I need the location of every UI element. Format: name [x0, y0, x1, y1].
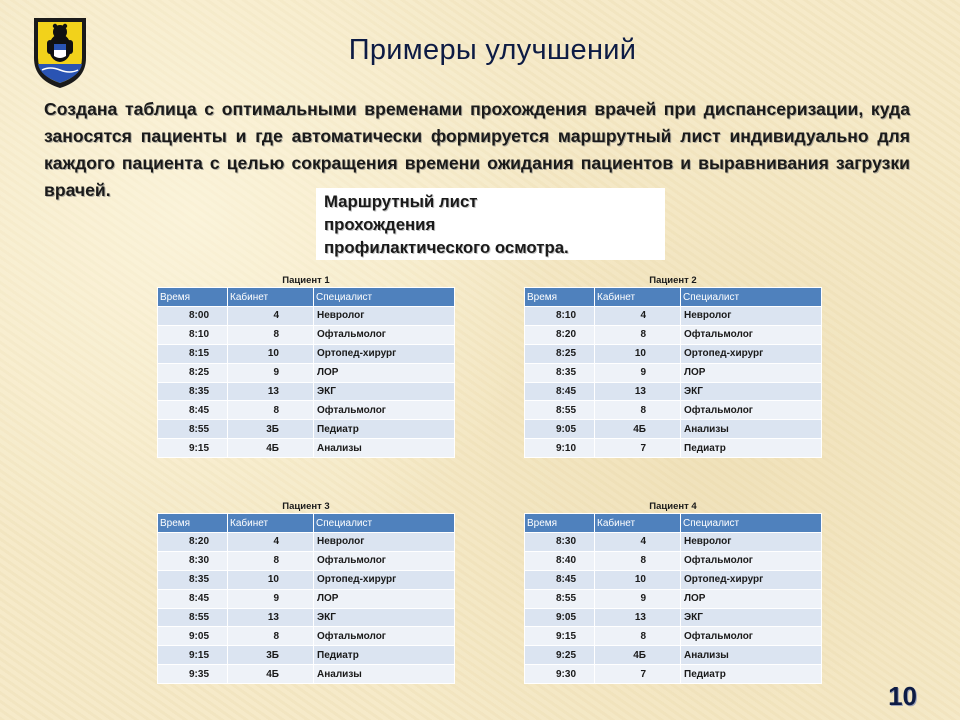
route-sheet-line: Маршрутный лист — [324, 192, 478, 211]
page-number: 10 — [888, 681, 917, 711]
table-row — [525, 551, 822, 570]
intro-paragraph: Создана таблица с оптимальными временами прохождения врачей при диспансеризации, куда заносятся пациенты и где автоматически формируется маршрутный лист индивидуально для каждого пациента с целью сокращения времени ожидания пациентов и выравнивания загрузки врачей. — [44, 99, 910, 200]
patient-table — [524, 274, 822, 458]
cell-time: 9:05 — [525, 608, 595, 627]
patient-table — [157, 500, 455, 684]
cell-cabinet: 4 — [228, 533, 314, 552]
table-row — [525, 608, 822, 627]
cell-specialist: ЛОР — [314, 589, 455, 608]
table-row — [158, 646, 455, 665]
cell-cabinet: 8 — [595, 401, 681, 420]
cell-time: 8:20 — [525, 325, 595, 344]
cell-time: 8:45 — [158, 401, 228, 420]
cell-time: 8:35 — [525, 363, 595, 382]
cell-time: 8:10 — [158, 325, 228, 344]
cell-specialist: Педиатр — [681, 439, 822, 458]
cell-time: 8:35 — [158, 382, 228, 401]
cell-cabinet: 10 — [228, 344, 314, 363]
cell-cabinet: 4Б — [228, 439, 314, 458]
table-row — [525, 589, 822, 608]
cell-cabinet: 10 — [595, 570, 681, 589]
cell-cabinet: 10 — [228, 570, 314, 589]
table-row — [158, 382, 455, 401]
cell-specialist: Офтальмолог — [681, 551, 822, 570]
table-row — [158, 325, 455, 344]
table-row — [158, 627, 455, 646]
table-row — [158, 665, 455, 684]
table-header-row — [158, 288, 455, 307]
cell-specialist: Педиатр — [314, 646, 455, 665]
cell-specialist: Анализы — [314, 439, 455, 458]
cell-specialist: Офтальмолог — [314, 325, 455, 344]
cell-cabinet: 9 — [228, 363, 314, 382]
cell-specialist: Невролог — [314, 307, 455, 326]
cell-specialist: Невролог — [681, 307, 822, 326]
table-row — [158, 420, 455, 439]
cell-time: 9:05 — [525, 420, 595, 439]
col-header-time: Время — [158, 514, 228, 533]
cell-cabinet: 4Б — [595, 420, 681, 439]
table-row — [525, 439, 822, 458]
cell-time: 8:00 — [158, 307, 228, 326]
col-header-cabinet: Кабинет — [595, 288, 681, 307]
col-header-specialist: Специалист — [681, 514, 822, 533]
col-header-time: Время — [158, 288, 228, 307]
table-row — [158, 551, 455, 570]
cell-specialist: Офтальмолог — [681, 325, 822, 344]
cell-time: 8:30 — [158, 551, 228, 570]
table-row — [525, 646, 822, 665]
cell-cabinet: 8 — [228, 627, 314, 646]
cell-time: 9:25 — [525, 646, 595, 665]
table-row — [525, 420, 822, 439]
col-header-cabinet: Кабинет — [228, 288, 314, 307]
cell-time: 8:35 — [158, 570, 228, 589]
table-row — [525, 533, 822, 552]
cell-specialist: Ортопед-хирург — [314, 344, 455, 363]
cell-cabinet: 8 — [228, 401, 314, 420]
cell-time: 8:55 — [158, 608, 228, 627]
cell-time: 8:55 — [525, 401, 595, 420]
cell-cabinet: 13 — [595, 382, 681, 401]
cell-time: 9:30 — [525, 665, 595, 684]
cell-time: 8:45 — [525, 382, 595, 401]
table-row — [525, 344, 822, 363]
col-header-time: Время — [525, 288, 595, 307]
cell-time: 8:55 — [525, 589, 595, 608]
cell-cabinet: 7 — [595, 439, 681, 458]
cell-cabinet: 7 — [595, 665, 681, 684]
cell-time: 8:25 — [158, 363, 228, 382]
cell-cabinet: 8 — [228, 325, 314, 344]
table-row — [525, 307, 822, 326]
cell-specialist: Ортопед-хирург — [314, 570, 455, 589]
table-row — [158, 401, 455, 420]
cell-time: 8:45 — [158, 589, 228, 608]
col-header-cabinet: Кабинет — [228, 514, 314, 533]
table-header-row — [158, 514, 455, 533]
cell-cabinet: 9 — [228, 589, 314, 608]
cell-specialist: Невролог — [314, 533, 455, 552]
table-row — [158, 533, 455, 552]
patient-table — [524, 500, 822, 684]
cell-cabinet: 10 — [595, 344, 681, 363]
cell-specialist: Офтальмолог — [314, 551, 455, 570]
cell-specialist: ЭКГ — [314, 608, 455, 627]
cell-time: 8:25 — [525, 344, 595, 363]
cell-time: 8:30 — [525, 533, 595, 552]
patient-title: Пациент 3 — [282, 501, 330, 512]
table-row — [525, 363, 822, 382]
table-row — [525, 570, 822, 589]
cell-time: 9:15 — [158, 439, 228, 458]
cell-specialist: Офтальмолог — [681, 401, 822, 420]
cell-cabinet: 4Б — [228, 665, 314, 684]
col-header-specialist: Специалист — [681, 288, 822, 307]
cell-specialist: ЛОР — [314, 363, 455, 382]
cell-cabinet: 9 — [595, 589, 681, 608]
route-sheet-line: профилактического осмотра. — [324, 238, 569, 257]
col-header-cabinet: Кабинет — [595, 514, 681, 533]
cell-time: 9:35 — [158, 665, 228, 684]
table-row — [158, 439, 455, 458]
cell-time: 8:40 — [525, 551, 595, 570]
cell-specialist: ЭКГ — [681, 382, 822, 401]
cell-cabinet: 8 — [595, 627, 681, 646]
cell-cabinet: 4 — [228, 307, 314, 326]
cell-time: 9:15 — [525, 627, 595, 646]
table-row — [158, 608, 455, 627]
cell-cabinet: 8 — [595, 325, 681, 344]
schedule-table — [524, 513, 822, 684]
cell-cabinet: 3Б — [228, 646, 314, 665]
table-row — [158, 307, 455, 326]
page-title: Примеры улучшений — [348, 34, 637, 66]
table-row — [525, 665, 822, 684]
cell-specialist: Невролог — [681, 533, 822, 552]
cell-specialist: ЭКГ — [681, 608, 822, 627]
table-row — [525, 401, 822, 420]
cell-specialist: Анализы — [681, 646, 822, 665]
cell-cabinet: 13 — [595, 608, 681, 627]
patient-title: Пациент 4 — [649, 501, 697, 512]
cell-cabinet: 13 — [228, 382, 314, 401]
cell-cabinet: 4Б — [595, 646, 681, 665]
col-header-specialist: Специалист — [314, 514, 455, 533]
cell-specialist: Педиатр — [681, 665, 822, 684]
cell-time: 9:15 — [158, 646, 228, 665]
cell-time: 8:55 — [158, 420, 228, 439]
cell-time: 9:10 — [525, 439, 595, 458]
cell-specialist: ЛОР — [681, 589, 822, 608]
schedule-table — [524, 287, 822, 458]
table-row — [158, 363, 455, 382]
route-sheet-label — [316, 188, 665, 260]
cell-cabinet: 4 — [595, 307, 681, 326]
cell-specialist: Ортопед-хирург — [681, 344, 822, 363]
table-row — [525, 627, 822, 646]
table-header-row — [525, 288, 822, 307]
table-header-row — [525, 514, 822, 533]
cell-time: 8:45 — [525, 570, 595, 589]
table-row — [158, 589, 455, 608]
table-row — [525, 382, 822, 401]
schedule-table — [157, 287, 455, 458]
cell-time: 8:15 — [158, 344, 228, 363]
cell-cabinet: 9 — [595, 363, 681, 382]
cell-specialist: Анализы — [314, 665, 455, 684]
cell-specialist: Офтальмолог — [681, 627, 822, 646]
patient-title: Пациент 1 — [282, 275, 330, 286]
cell-cabinet: 13 — [228, 608, 314, 627]
cell-specialist: ЛОР — [681, 363, 822, 382]
cell-specialist: Офтальмолог — [314, 401, 455, 420]
cell-cabinet: 8 — [595, 551, 681, 570]
cell-time: 8:20 — [158, 533, 228, 552]
table-row — [158, 570, 455, 589]
cell-cabinet: 8 — [228, 551, 314, 570]
col-header-specialist: Специалист — [314, 288, 455, 307]
cell-specialist: Офтальмолог — [314, 627, 455, 646]
cell-specialist: Педиатр — [314, 420, 455, 439]
cell-specialist: Анализы — [681, 420, 822, 439]
cell-specialist: ЭКГ — [314, 382, 455, 401]
cell-specialist: Ортопед-хирург — [681, 570, 822, 589]
table-row — [158, 344, 455, 363]
cell-time: 8:10 — [525, 307, 595, 326]
cell-cabinet: 4 — [595, 533, 681, 552]
cell-time: 9:05 — [158, 627, 228, 646]
patient-table — [157, 274, 455, 458]
cell-cabinet: 3Б — [228, 420, 314, 439]
patient-title: Пациент 2 — [649, 275, 697, 286]
route-sheet-line: прохождения — [324, 215, 436, 234]
table-row — [525, 325, 822, 344]
schedule-table — [157, 513, 455, 684]
col-header-time: Время — [525, 514, 595, 533]
